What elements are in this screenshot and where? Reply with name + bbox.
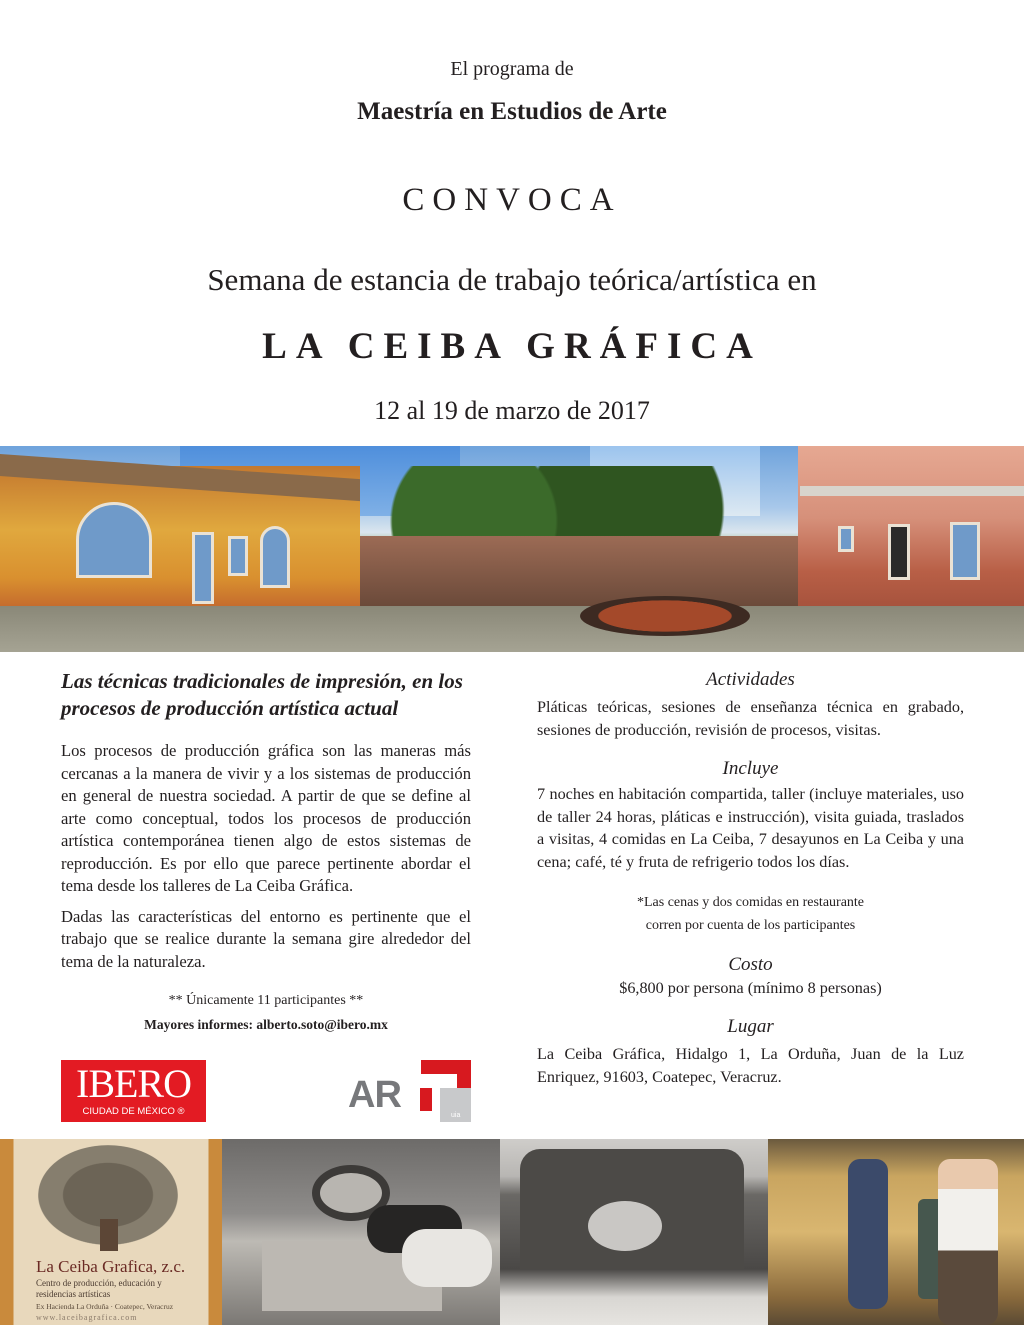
workshop-photo	[768, 1139, 1024, 1325]
poster-line-2: Ex Hacienda La Orduña · Coatepec, Veracruz	[36, 1302, 174, 1311]
right-column	[537, 668, 964, 1088]
ibero-logo	[61, 1060, 206, 1122]
person	[848, 1159, 888, 1309]
poster-title: La Ceiba Grafica, z.c.	[36, 1257, 186, 1276]
arte-logo-tag: uia	[451, 1112, 461, 1119]
right-building	[798, 446, 1024, 626]
poster-url: www.laceibagrafica.com	[36, 1313, 138, 1322]
window	[838, 526, 854, 552]
program-name: Maestría en Estudios de Arte	[357, 98, 667, 125]
intro-text: El programa de	[450, 58, 574, 80]
section-heading: Las técnicas tradicionales de impresión, en los procesos de producción artística actual	[61, 669, 463, 720]
footnote-line-2: corren por cuenta de los participantes	[645, 918, 856, 933]
press-oval-window	[588, 1201, 662, 1251]
venue-title: LA CEIBA GRÁFICA	[262, 326, 762, 367]
body-paragraph: Los procesos de producción gráfica son las maneras más cercanas a la manera de vivir y a los sistemas de producción en general de nuestra sociedad. A partir de que se define al arte como conceptual, todos los procesos de producción artística contemporánea tienen algo de estos sistemas de reproducción. Es por ello que parece pertinente abordar el tema desde los talleres de La Ceiba Gráfica.	[61, 741, 471, 895]
courtyard-panorama-photo	[0, 446, 1024, 652]
ibero-logo-subtitle: CIUDAD DE MÉXICO ®	[82, 1106, 185, 1117]
footnote-line-1: *Las cenas y dos comidas en restaurante	[636, 895, 865, 910]
arched-door	[260, 526, 290, 588]
arte-logo-red-stem	[420, 1088, 432, 1111]
costo-heading: Costo	[728, 954, 773, 975]
inking-roller-photo	[222, 1139, 500, 1325]
arched-window	[76, 502, 152, 578]
photo-strip	[0, 1139, 1024, 1325]
incluye-text: 7 noches en habitación compartida, taller (incluye materiales, uso de taller 24 horas, pláticas e instrucción), visita guiada, traslados a visitas, 4 comidas en La Ceiba, 7 desayunos en La Ceiba y una cena; café, té y fruta de refrigerio todos los días.	[537, 785, 964, 871]
body-paragraph: Dadas las características del entorno es pertinente que el trabajo que se realice durante la semana gire alrededor del tema de la naturaleza.	[61, 906, 471, 971]
blue-door	[192, 532, 214, 604]
doorway	[888, 524, 910, 580]
gloved-hand	[402, 1229, 492, 1287]
poster-line-1: Centro de producción, educación y residencias artísticas	[36, 1278, 162, 1299]
arte-logo	[348, 1058, 473, 1122]
fountain	[580, 596, 750, 636]
participants-note: ** Únicamente 11 participantes **	[168, 993, 364, 1008]
costo-text: $6,800 por persona (mínimo 8 personas)	[619, 979, 882, 997]
ceiba-poster-photo	[0, 1139, 222, 1325]
cobblestone-ground	[0, 606, 1024, 652]
lugar-text: La Ceiba Gráfica, Hidalgo 1, La Orduña, Juan de la Luz Enriquez, 91603, Coatepec, Veracruz.	[537, 1045, 964, 1086]
event-dates: 12 al 19 de marzo de 2017	[374, 396, 650, 425]
lugar-heading: Lugar	[727, 1016, 774, 1037]
actividades-heading: Actividades	[706, 669, 795, 690]
window	[228, 536, 248, 576]
person	[938, 1159, 998, 1325]
contact-info: Mayores informes: alberto.soto@ibero.mx	[144, 1017, 388, 1032]
arte-logo-letters: AR	[348, 1074, 401, 1116]
tree-trunk	[100, 1219, 118, 1251]
event-subtitle: Semana de estancia de trabajo teórica/artística en	[207, 262, 817, 297]
balcony-railing	[800, 486, 1024, 496]
garden-wall	[360, 536, 800, 606]
convoca-heading: CONVOCA	[402, 182, 622, 218]
left-column	[61, 668, 471, 973]
printing-press-photo	[500, 1139, 768, 1325]
ibero-logo-wordmark: IBERO	[76, 1061, 191, 1106]
actividades-text: Pláticas teóricas, sesiones de enseñanza técnica en grabado, sesiones de producción, revisión de procesos, visitas.	[537, 698, 964, 739]
blue-door	[950, 522, 980, 580]
incluye-heading: Incluye	[722, 758, 779, 779]
